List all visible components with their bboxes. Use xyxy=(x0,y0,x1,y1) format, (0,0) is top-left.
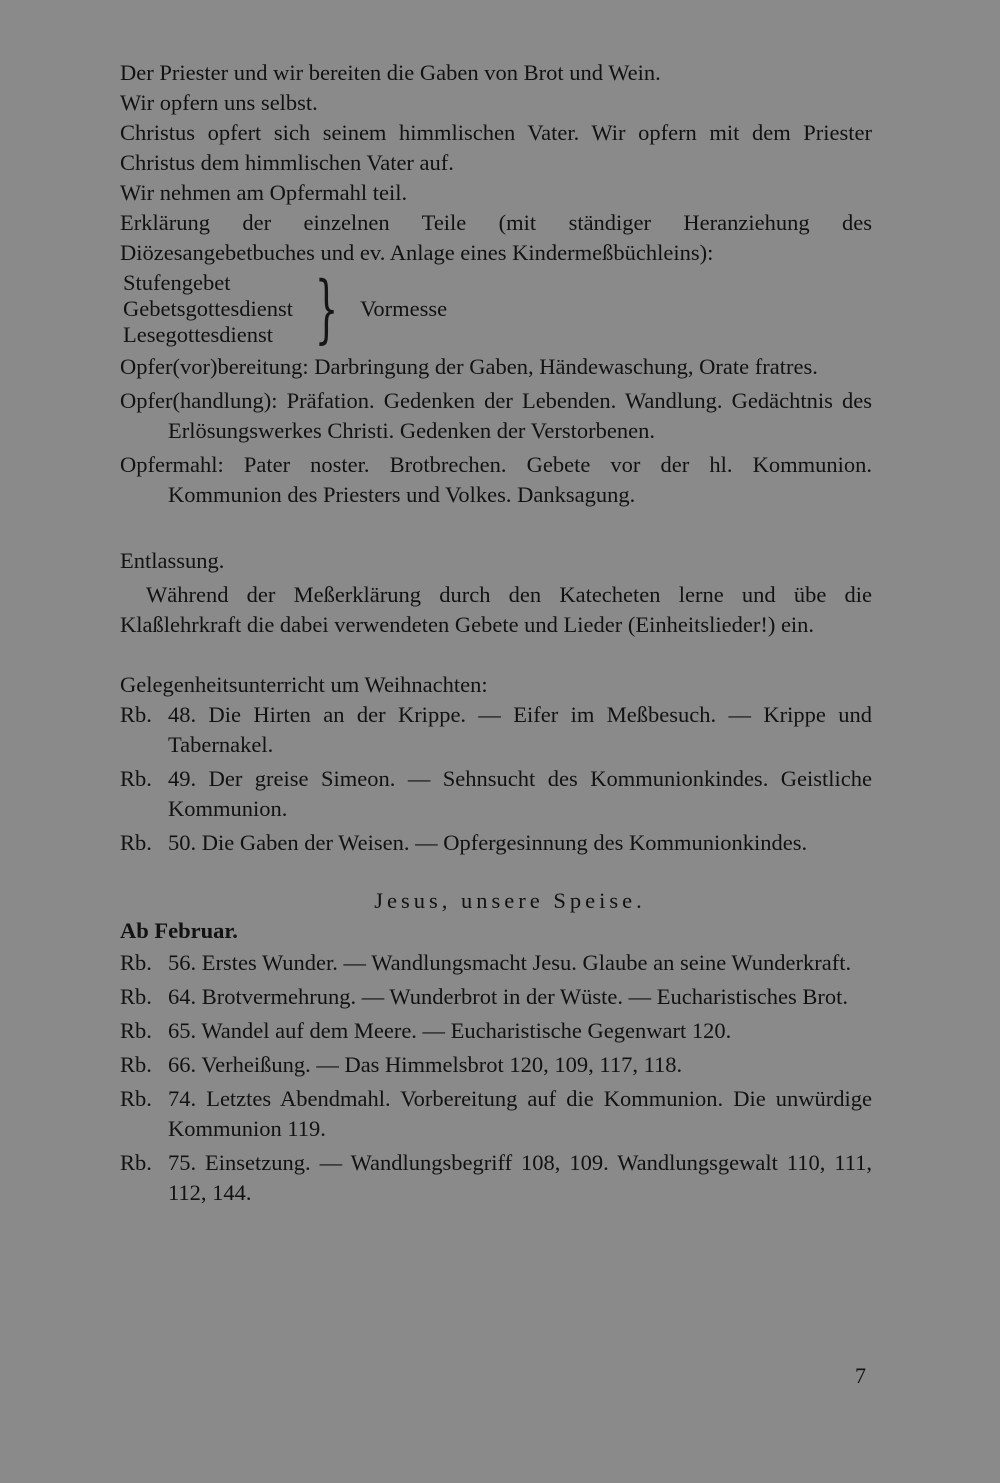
vormesse-items xyxy=(120,270,293,348)
entry-label: Rb. xyxy=(120,702,152,727)
weihnachten-heading: Gelegenheitsunterricht um Weihnachten: xyxy=(120,672,488,697)
vormesse-item: Lesegottesdienst xyxy=(123,322,273,347)
entry-label: Rb. xyxy=(120,950,152,975)
entry-label: Rb. xyxy=(120,830,152,855)
vormesse-item: Stufengebet xyxy=(123,270,231,295)
part-opfervorbereitung: Opfer(vor)bereitung: Darbringung der Gaben, Händewaschung, Orate fratres. xyxy=(120,354,818,379)
katechet-paragraph: Während der Meßerklärung durch den Katecheten lerne und übe die Klaßlehrkraft die dabei verwendeten Gebete und Lieder (Einheitslieder!) ein. xyxy=(120,582,872,637)
entlassung: Entlassung. xyxy=(120,548,225,573)
entry-text: 75. Einsetzung. — Wandlungsbegriff 108, 109. Wandlungsgewalt 110, 111, 112, 144. xyxy=(168,1150,872,1205)
entry-text: 66. Verheißung. — Das Himmelsbrot 120, 109, 117, 118. xyxy=(168,1052,683,1077)
entry-text: 64. Brotvermehrung. — Wunderbrot in der Wüste. — Eucharistisches Brot. xyxy=(168,984,848,1009)
entry-label: Rb. xyxy=(120,1018,152,1043)
list-item xyxy=(120,828,872,858)
list-item xyxy=(120,764,872,824)
vormesse-group xyxy=(120,266,872,352)
list-item xyxy=(120,1050,872,1080)
page-number: 7 xyxy=(855,1363,866,1388)
right-brace: } xyxy=(314,266,339,352)
entry-label: Rb. xyxy=(120,984,152,1009)
entry-label: Rb. xyxy=(120,1150,152,1175)
section-title: Jesus, unsere Speise. xyxy=(374,888,646,913)
entry-label: Rb. xyxy=(120,1086,152,1111)
entry-label: Rb. xyxy=(120,1052,152,1077)
list-item xyxy=(120,1016,872,1046)
entry-text: 49. Der greise Simeon. — Sehnsucht des Kommunionkindes. Geistliche Kommunion. xyxy=(168,766,872,821)
entry-label: Rb. xyxy=(120,766,152,791)
list-item xyxy=(120,700,872,760)
vormesse-label: Vormesse xyxy=(360,296,448,321)
list-item xyxy=(120,982,872,1012)
list-item xyxy=(120,1084,872,1144)
page-body xyxy=(120,58,872,1208)
intro-line-5: Erklärung der einzelnen Teile (mit ständiger Heranziehung des Diözesangebetbuches und ev. Anlage eines Kindermeßbüchleins): xyxy=(120,210,872,265)
entry-text: 50. Die Gaben der Weisen. — Opfergesinnung des Kommunionkindes. xyxy=(168,830,808,855)
entry-text: 65. Wandel auf dem Meere. — Eucharistische Gegenwart 120. xyxy=(168,1018,732,1043)
entry-text: 48. Die Hirten an der Krippe. — Eifer im Meßbesuch. — Krippe und Tabernakel. xyxy=(168,702,872,757)
list-item xyxy=(120,1148,872,1208)
vormesse-item: Gebetsgottesdienst xyxy=(123,296,293,321)
list-item xyxy=(120,948,872,978)
entry-text: 74. Letztes Abendmahl. Vorbereitung auf die Kommunion. Die unwürdige Kommunion 119. xyxy=(168,1086,872,1141)
part-opfermahl: Opfermahl: Pater noster. Brotbrechen. Gebete vor der hl. Kommunion. Kommunion des Priesters und Volkes. Danksagung. xyxy=(120,452,872,507)
intro-line-2: Wir opfern uns selbst. xyxy=(120,90,318,115)
februar-heading: Ab Februar. xyxy=(120,918,238,943)
intro-line-1: Der Priester und wir bereiten die Gaben von Brot und Wein. xyxy=(120,60,661,85)
entry-text: 56. Erstes Wunder. — Wandlungsmacht Jesu. Glaube an seine Wunderkraft. xyxy=(168,950,852,975)
intro-line-3: Christus opfert sich seinem himmlischen Vater. Wir opfern mit dem Priester Christus dem himmlischen Vater auf. xyxy=(120,120,872,175)
part-opferhandlung: Opfer(handlung): Präfation. Gedenken der Lebenden. Wandlung. Gedächtnis des Erlösungswerkes Christi. Gedenken der Verstorbenen. xyxy=(120,388,872,443)
intro-line-4: Wir nehmen am Opfermahl teil. xyxy=(120,180,408,205)
